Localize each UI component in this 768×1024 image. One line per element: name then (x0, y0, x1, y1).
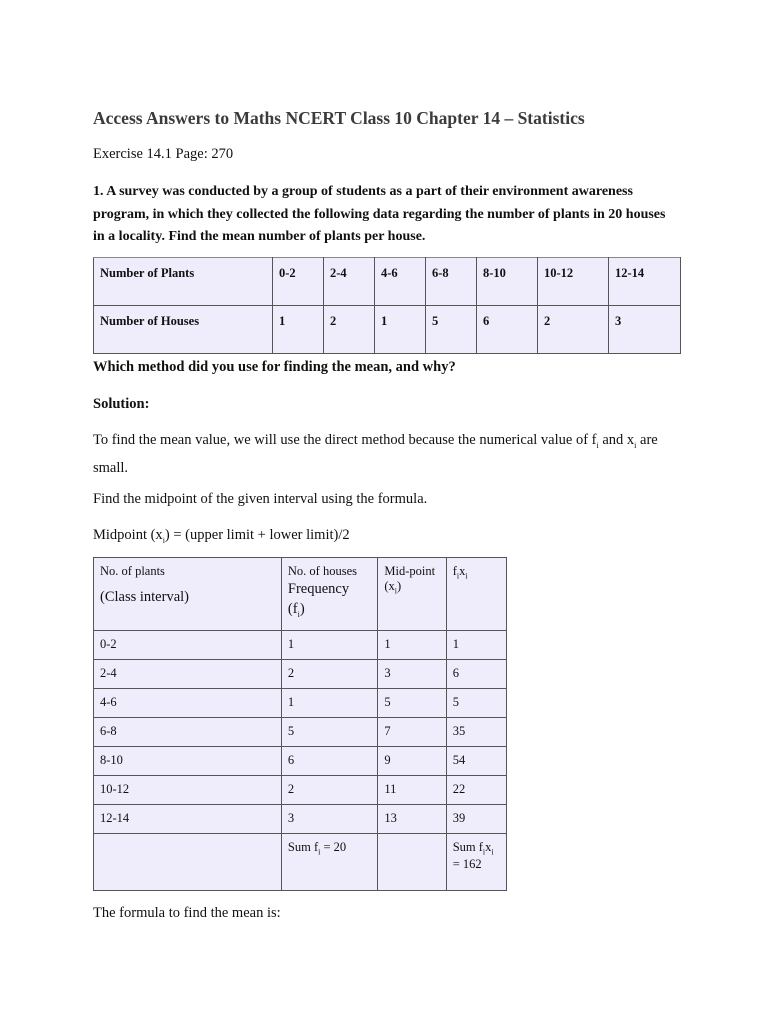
exercise-heading: Exercise 14.1 Page: 270 (93, 146, 234, 162)
table-cell (378, 834, 446, 891)
table-cell: 5 (446, 689, 506, 718)
table-cell: 1 (378, 631, 446, 660)
solution-label: Solution: (93, 396, 150, 412)
table-row (94, 718, 507, 747)
table-cell: 6-8 (94, 718, 282, 747)
table-cell: 0-2 (94, 631, 282, 660)
table-cell: Number of Houses (94, 306, 273, 354)
table-cell: 1 (281, 631, 377, 660)
table-cell (94, 834, 282, 891)
table-row (94, 306, 681, 354)
table-cell: 6 (477, 306, 538, 354)
midpoint-intro: Find the midpoint of the given interval using the formula. (93, 491, 428, 507)
table-cell: 4-6 (94, 689, 282, 718)
table-cell: 35 (446, 718, 506, 747)
table-row (94, 747, 507, 776)
table-cell: 3 (281, 805, 377, 834)
header-midpoint: Mid-point $(x_i)$ (378, 558, 446, 631)
table-cell: 8-10 (477, 258, 538, 306)
frequency-table (93, 557, 507, 891)
header-fx: $f_ix_i$ (446, 558, 506, 631)
table-cell: 2-4 (94, 660, 282, 689)
table-cell: 5 (281, 718, 377, 747)
table-cell: 6-8 (426, 258, 477, 306)
direct-method-text: To find the mean value, we will use the direct method because the numerical value of $f_i$ and $x_i$ are small. (93, 432, 658, 476)
table-header-row (94, 558, 507, 631)
table-cell: 12-14 (609, 258, 681, 306)
table-row (94, 689, 507, 718)
table-row (94, 258, 681, 306)
table-cell: 2 (324, 306, 375, 354)
table-cell: 8-10 (94, 747, 282, 776)
table-sum-row (94, 834, 507, 891)
table-row (94, 631, 507, 660)
table-cell: 7 (378, 718, 446, 747)
table-cell: 2 (538, 306, 609, 354)
table-cell: 11 (378, 776, 446, 805)
table-cell: 10-12 (538, 258, 609, 306)
table-cell: 1 (375, 306, 426, 354)
table-row (94, 776, 507, 805)
table-cell: 5 (426, 306, 477, 354)
table-cell: 2-4 (324, 258, 375, 306)
table-cell: 6 (446, 660, 506, 689)
table-cell: 13 (378, 805, 446, 834)
table-cell: 0-2 (273, 258, 324, 306)
sum-frequency: Sum $f_i = 20$ (281, 834, 377, 891)
question-text: 1. A survey was conducted by a group of students as a part of their environment awareness program, in which they collected the following data regarding the number of plants in 20 houses in a locality. Find the mean number of plants per house. (93, 184, 666, 244)
table-cell: 54 (446, 747, 506, 776)
table-cell: Number of Plants (94, 258, 273, 306)
table-cell: 9 (378, 747, 446, 776)
table-cell: 2 (281, 660, 377, 689)
method-question: Which method did you use for finding the mean, and why? (93, 359, 456, 375)
table-cell: 6 (281, 747, 377, 776)
table-row (94, 660, 507, 689)
header-frequency: No. of houses Frequency $(f_i)$ (281, 558, 377, 631)
table-row (94, 805, 507, 834)
table-cell: 1 (273, 306, 324, 354)
table-cell: 3 (378, 660, 446, 689)
page-title: Access Answers to Maths NCERT Class 10 Chapter 14 – Statistics (93, 108, 585, 128)
table-cell: 2 (281, 776, 377, 805)
table-cell: 3 (609, 306, 681, 354)
plants-houses-table (93, 257, 681, 354)
table-cell: 22 (446, 776, 506, 805)
formula-intro: The formula to find the mean is: (93, 905, 281, 921)
table-cell: 5 (378, 689, 446, 718)
header-class-interval: No. of plants (Class interval) (94, 558, 282, 631)
table-cell: 10-12 (94, 776, 282, 805)
table-cell: 1 (446, 631, 506, 660)
table-cell: 39 (446, 805, 506, 834)
table-cell: 4-6 (375, 258, 426, 306)
sum-fx: Sum $f_ix_i = 162$ (446, 834, 506, 891)
table-cell: 1 (281, 689, 377, 718)
table-cell: 12-14 (94, 805, 282, 834)
midpoint-formula: Midpoint $(x_i)$ = (upper limit + lower limit)/2 (93, 527, 350, 545)
